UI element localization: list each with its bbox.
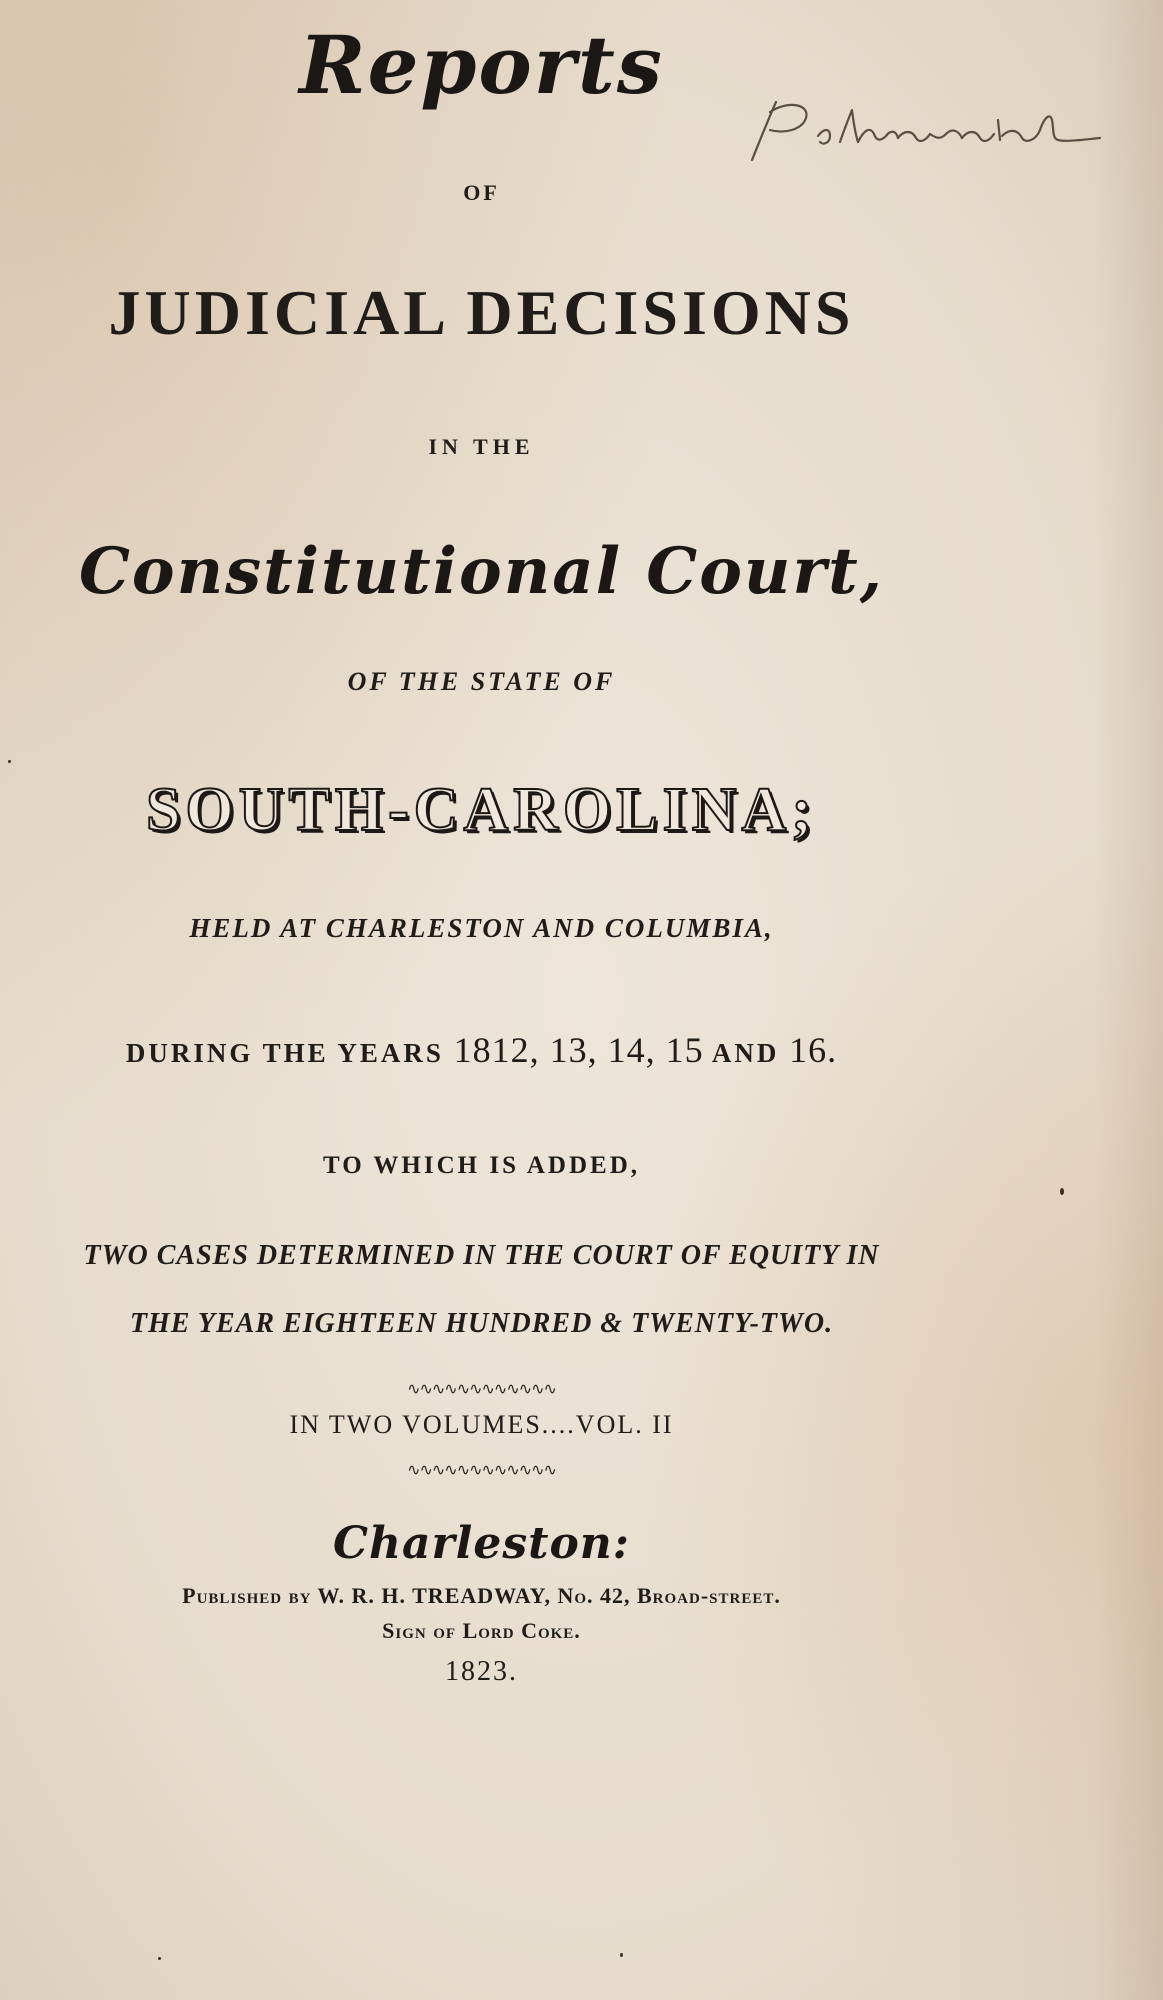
title-of: OF [463, 180, 500, 205]
during-and: AND [711, 1038, 780, 1068]
imprint-publisher: Published by W. R. H. TREADWAY, No. 42, Broad-street. [182, 1583, 781, 1608]
title-two-cases-line1: TWO CASES DETERMINED IN THE COURT OF EQUITY IN [83, 1240, 880, 1271]
paper-speck [1060, 1188, 1064, 1195]
title-state-name: SOUTH-CAROLINA; [146, 776, 817, 844]
during-last-year: 16. [789, 1030, 838, 1070]
title-two-cases-line2: THE YEAR EIGHTEEN HUNDRED & TWENTY-TWO. [129, 1308, 834, 1339]
title-volumes: IN TWO VOLUMES....VOL. II [289, 1410, 674, 1439]
during-prefix: DURING THE YEARS [125, 1038, 444, 1068]
paper-speck [620, 1953, 623, 1957]
paper-speck [8, 760, 11, 763]
imprint-sign: Sign of Lord Coke. [382, 1618, 581, 1643]
wavy-rule-ornament: ∿∿∿∿∿∿∿∿∿∿∿∿ [407, 1381, 556, 1398]
title-reports: Reports [299, 18, 664, 112]
title-constitutional-court: Constitutional Court, [78, 534, 885, 609]
title-during-years [0, 1029, 1063, 1071]
wavy-rule-ornament: ∿∿∿∿∿∿∿∿∿∿∿∿ [407, 1462, 556, 1479]
title-judicial-decisions: JUDICIAL DECISIONS [108, 277, 855, 348]
handwritten-signature [740, 90, 1140, 180]
title-in-the: IN THE [428, 434, 535, 459]
paper-speck [158, 1957, 161, 1960]
title-of-the-state-of: OF THE STATE OF [347, 667, 616, 696]
title-to-which-is-added: TO WHICH IS ADDED, [322, 1152, 641, 1179]
during-years: 1812, 13, 14, 15 [453, 1030, 704, 1070]
imprint-city: Charleston: [332, 1518, 631, 1569]
title-held-at: HELD AT CHARLESTON AND COLUMBIA, [189, 913, 774, 943]
imprint-year: 1823. [445, 1656, 518, 1687]
